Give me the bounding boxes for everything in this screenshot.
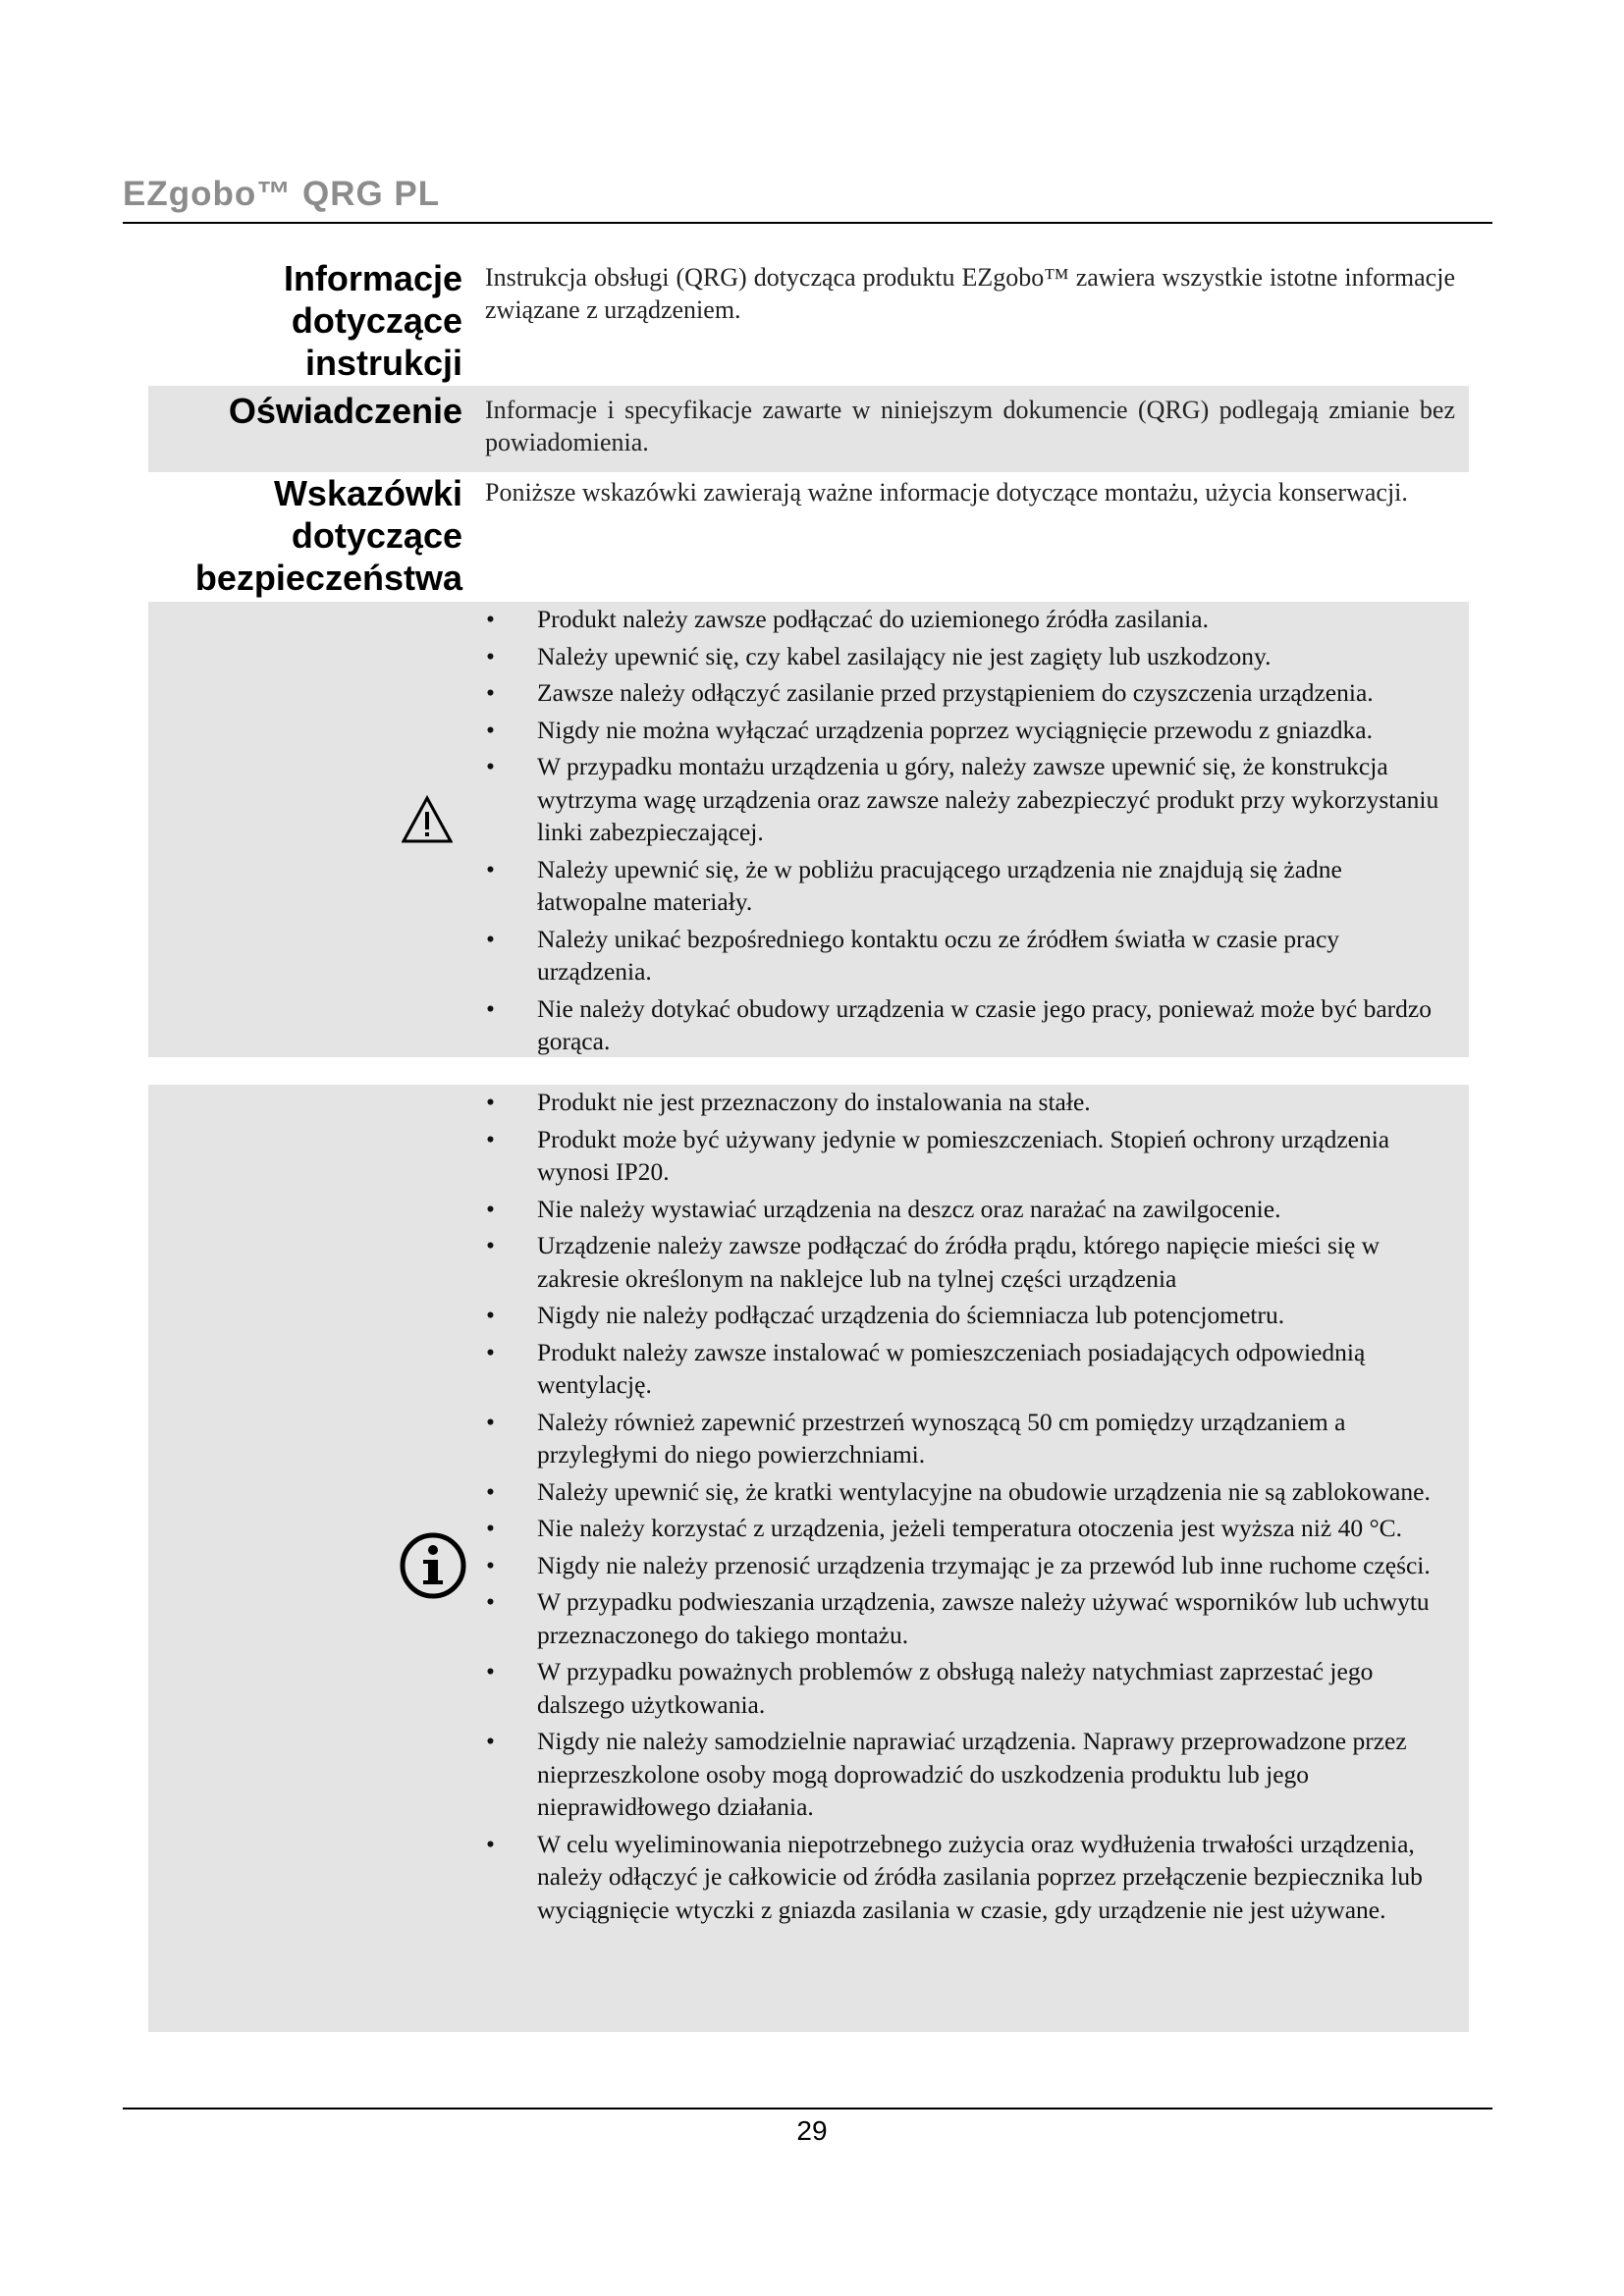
list-item: • Zawsze należy odłączyć zasilanie przed przystąpieniem do czyszczenia urządzenia. [486, 676, 1458, 710]
list-item: • Produkt może być używany jedynie w pomieszczeniach. Stopień ochrony urządzenia wynosi IP20. [486, 1123, 1458, 1189]
page-number: 29 [796, 2115, 828, 2146]
list-item: • Produkt należy zawsze instalować w pomieszczeniach posiadających odpowiednią wentylację. [486, 1336, 1458, 1402]
info-list [486, 1086, 1458, 1930]
header-rule [123, 222, 1492, 224]
list-item: • Produkt nie jest przeznaczony do instalowania na stałe. [486, 1086, 1458, 1119]
list-item: • Nigdy nie można wyłączać urządzenia poprzez wyciągnięcie przewodu z gniazdka. [486, 714, 1458, 747]
list-item: • Urządzenie należy zawsze podłączać do źródła prądu, którego napięcie mieści się w zakresie określonym na naklejce lub na tylnej części urządzenia [486, 1229, 1458, 1295]
list-item: • Produkt należy zawsze podłączać do uziemionego źródła zasilania. [486, 603, 1458, 636]
section-label-safety: Wskazówki dotyczące bezpieczeństwa [194, 473, 462, 598]
list-item: • Nie należy wystawiać urządzenia na deszcz oraz narażać na zawilgocenie. [486, 1193, 1458, 1226]
warning-triangle-icon [402, 795, 453, 844]
list-item: • Nigdy nie należy samodzielnie naprawiać urządzenia. Naprawy przeprowadzone przez nieprzeszkolone osoby mogą doprowadzić do uszkodzenia produktu lub jego nieprawidłowego działania. [486, 1725, 1458, 1824]
list-item: • Nie należy korzystać z urządzenia, jeżeli temperatura otoczenia jest wyższa niż 40 °C. [486, 1512, 1458, 1545]
list-item: • Należy upewnić się, że w pobliżu pracującego urządzenia nie znajdują się żadne łatwopalne materiały. [486, 853, 1458, 919]
list-item: • Należy również zapewnić przestrzeń wynoszącą 50 cm pomiędzy urządzaniem a przyległymi do niego powierzchniami. [486, 1406, 1458, 1471]
footer-rule [123, 2108, 1492, 2109]
list-item: • W celu wyeliminowania niepotrzebnego zużycia oraz wydłużenia trwałości urządzenia, należy odłączyć je całkowicie od źródła zasilania poprzez przełączenie bezpiecznika lub wyciągnięcie wtyczki z gniazda zasilania w czasie, gdy urządzenie nie jest używane. [486, 1828, 1458, 1927]
section-text-safety: Poniższe wskazówki zawierają ważne informacje dotyczące montażu, użycia konserwacji. [485, 478, 1408, 507]
list-item: • W przypadku poważnych problemów z obsługą należy natychmiast zaprzestać jego dalszego użytkowania. [486, 1655, 1458, 1721]
document-header-title: EZgobo™ QRG PL [123, 175, 441, 213]
list-item: • Nigdy nie należy podłączać urządzenia do ściemniacza lub potencjometru. [486, 1299, 1458, 1332]
list-item: • W przypadku montażu urządzenia u góry, należy zawsze upewnić się, że konstrukcja wytrzyma wagę urządzenia oraz zawsze należy zabezpieczyć produkt przy wykorzystaniu linki zabezpieczającej. [486, 750, 1458, 849]
list-item: • W przypadku podwieszania urządzenia, zawsze należy używać wsporników lub uchwytu przeznaczonego do takiego montażu. [486, 1585, 1458, 1651]
list-item: • Należy upewnić się, czy kabel zasilający nie jest zagięty lub uszkodzony. [486, 640, 1458, 673]
section-label-disclaimer: Oświadczenie [228, 391, 462, 431]
list-item: • Należy upewnić się, że kratki wentylacyjne na obudowie urządzenia nie są zablokowane. [486, 1475, 1458, 1509]
list-item: • Nie należy dotykać obudowy urządzenia w czasie jego pracy, ponieważ może być bardzo gorąca. [486, 992, 1458, 1058]
info-circle-icon [399, 1531, 467, 1600]
warning-list [486, 603, 1458, 1062]
list-item: • Należy unikać bezpośredniego kontaktu oczu ze źródłem światła w czasie pracy urządzenia. [486, 923, 1458, 988]
section-text-instructions: Instrukcja obsługi (QRG) dotycząca produktu EZgobo™ zawiera wszystkie istotne informacje związane z urządzeniem. [485, 263, 1455, 324]
list-item: • Nigdy nie należy przenosić urządzenia trzymając je za przewód lub inne ruchome części. [486, 1549, 1458, 1582]
section-text-disclaimer: Informacje i specyfikacje zawarte w niniejszym dokumencie (QRG) podlegają zmianie bez powiadomienia. [485, 396, 1455, 456]
section-label-instructions: Informacje dotyczące instrukcji [283, 258, 462, 383]
